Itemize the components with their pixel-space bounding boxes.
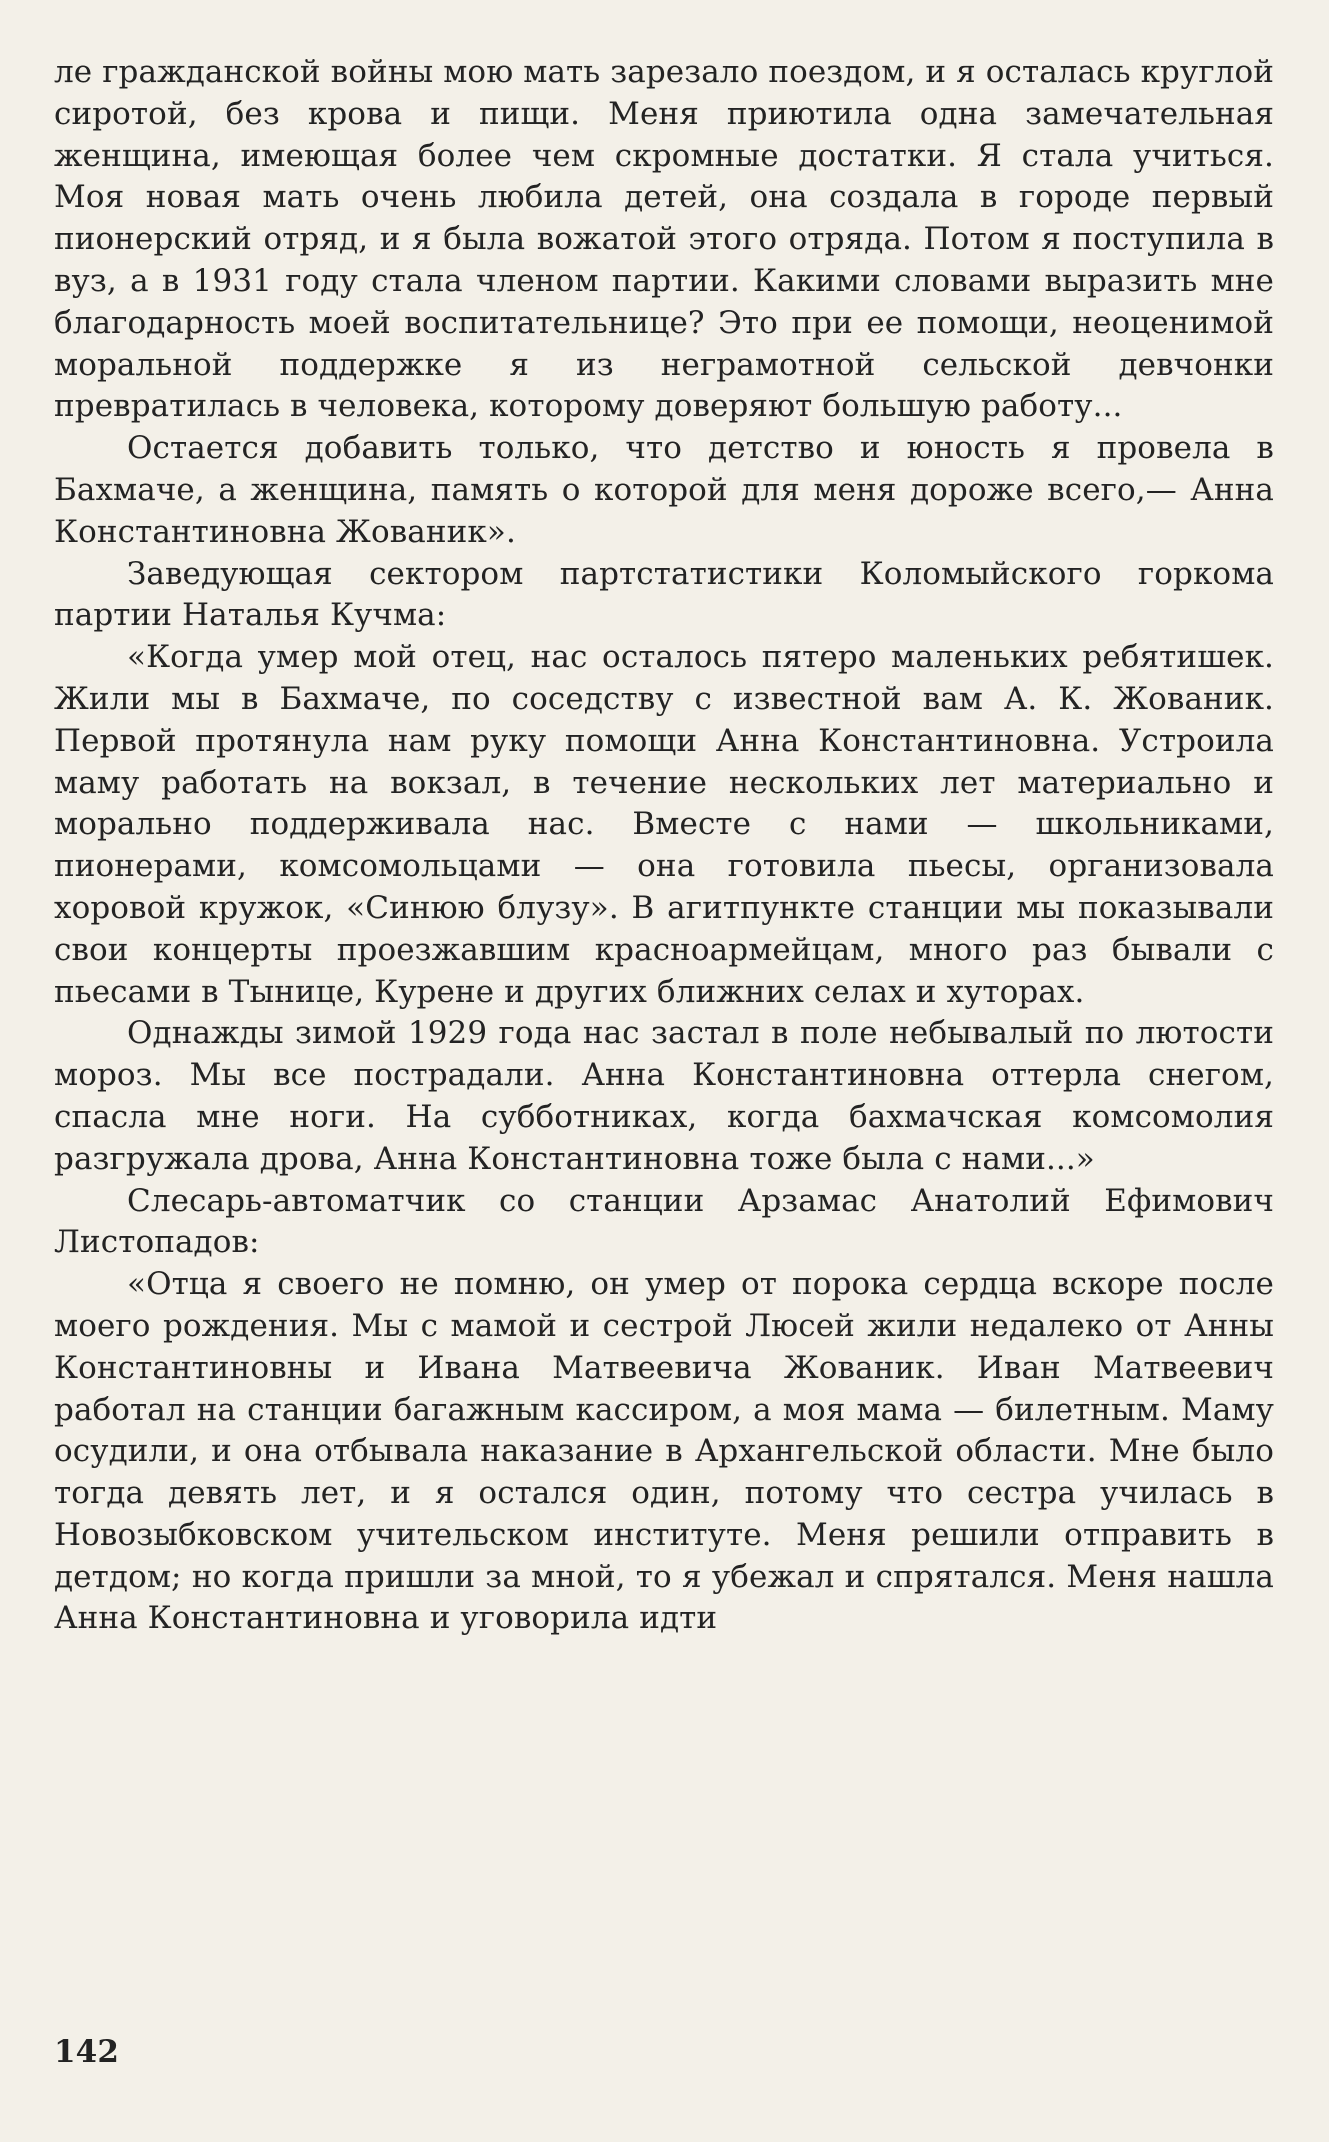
paragraph: Остается добавить только, что детство и юность я провела в Бахмаче, а женщина, память о которой для меня дороже всего,— Анна Константиновна Жованик». (54, 430, 1274, 550)
paragraph: Однажды зимой 1929 года нас застал в поле небывалый по лютости мороз. Мы все пострадали. Анна Константиновна оттерла снегом, спасла мне ноги. На субботниках, когда бахмачская комсомолия разгружала дрова, Анна Константиновна тоже была с нами...» (54, 1015, 1274, 1177)
paragraph: «Отца я своего не помню, он умер от порока сердца вскоре после моего рождения. Мы с мамой и сестрой Люсей жили недалеко от Анны Константиновны и Ивана Матвеевича Жованик. Иван Матвеевич работал на станции багажным кассиром, а моя мама — билетным. Маму осудили, и она отбывала наказание в Архангельской области. Мне было тогда девять лет, и я остался один, потому что сестра училась в Новозыбковском учительском институте. Меня решили отправить в детдом; но когда пришли за мной, то я убежал и спрятался. Меня нашла Анна Константиновна и уговорила идти (54, 1266, 1274, 1637)
paragraph: «Когда умер мой отец, нас осталось пятеро маленьких ребятишек. Жили мы в Бахмаче, по соседству с известной вам А. К. Жованик. Первой протянула нам руку помощи Анна Константиновна. Устроила маму работать на вокзал, в течение нескольких лет материально и морально поддерживала нас. Вместе с нами — школьниками, пионерами, комсомольцами — она готовила пьесы, организовала хоровой кружок, «Синюю блузу». В агитпункте станции мы показывали свои концерты проезжавшим красноармейцам, много раз бывали с пьесами в Тынице, Курене и других ближних селах и хуторах. (54, 639, 1274, 1010)
book-page (54, 52, 1274, 2122)
paragraph-continuation: ле гражданской войны мою мать зарезало поездом, и я осталась круглой сиротой, без крова и пищи. Меня приютила одна замечательная женщина, имеющая более чем скромные достатки. Я стала учиться. Моя новая мать очень любила детей, она создала в городе первый пионерский отряд, и я была вожатой этого отряда. Потом я поступила в вуз, а в 1931 году стала членом партии. Какими словами выразить мне благодарность моей воспитательнице? Это при ее помощи, неоценимой моральной поддержке я из неграмотной сельской девчонки превратилась в человека, которому доверяют большую работу... (54, 54, 1274, 425)
paragraph: Слесарь-автоматчик со станции Арзамас Анатолий Ефимович Листопадов: (54, 1182, 1274, 1261)
paragraph: Заведующая сектором партстатистики Коломыйского горкома партии Наталья Кучма: (54, 555, 1274, 634)
page-number: 142 (54, 2034, 120, 2070)
